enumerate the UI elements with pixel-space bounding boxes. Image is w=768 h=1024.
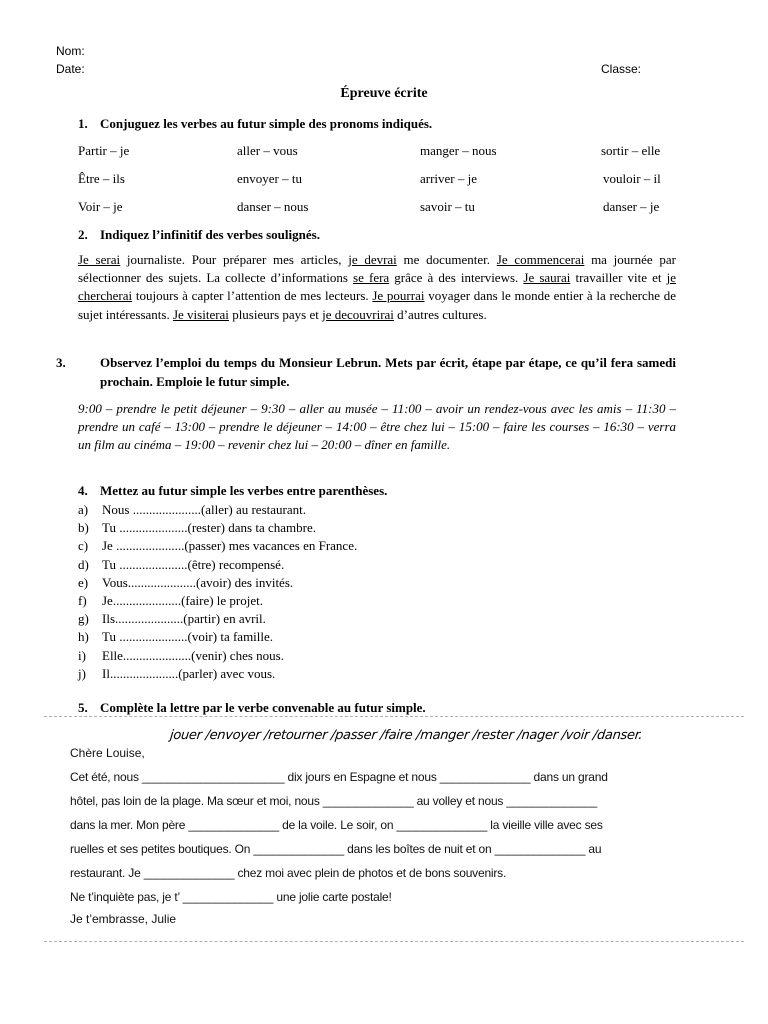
question-1-heading bbox=[78, 116, 678, 132]
verb-grid-row bbox=[78, 171, 678, 199]
verb-cell: envoyer – tu bbox=[237, 171, 302, 186]
question-number: 5. bbox=[78, 700, 88, 715]
letter-line: Cet été, nous ______________________ dix jours en Espagne et nous ______________ dans un grand bbox=[70, 770, 608, 784]
verb-grid-row bbox=[78, 199, 678, 227]
paragraph-text: toujours à capter l’attention de mes lecteurs. bbox=[132, 288, 373, 304]
letter-line: dans la mer. Mon père ______________ de la voile. Le soir, on ______________ la vieille ville avec ses bbox=[70, 818, 603, 832]
verb-cell: sortir – elle bbox=[601, 143, 661, 158]
classe-label: Classe: bbox=[601, 62, 642, 76]
item-letter: d) bbox=[78, 556, 89, 572]
question-4-text: Mettez au futur simple les verbes entre parenthèses. bbox=[100, 483, 388, 498]
question-4-heading bbox=[78, 483, 678, 499]
list-item bbox=[78, 610, 357, 628]
question-3-heading bbox=[56, 354, 676, 391]
letter-line: Chère Louise, bbox=[70, 746, 145, 760]
verb-grid-row bbox=[78, 143, 678, 171]
item-text: Tu .....................(voir) ta famille. bbox=[102, 629, 274, 645]
page-title: Épreuve écrite bbox=[340, 86, 428, 101]
verb-cell: danser – nous bbox=[237, 199, 309, 214]
underlined-verb: Je saurai bbox=[523, 270, 571, 286]
verb-grid bbox=[78, 143, 678, 227]
underlined-verb: Je pourrai bbox=[372, 288, 425, 304]
date-label: Date: bbox=[56, 62, 85, 76]
underlined-verb: je devrai bbox=[348, 252, 397, 267]
item-letter: i) bbox=[78, 647, 86, 663]
fill-in-list bbox=[78, 501, 357, 683]
item-text: Il.....................(parler) avec vous. bbox=[102, 665, 276, 681]
question-2-text: Indiquez l’infinitif des verbes soulignés. bbox=[100, 227, 320, 242]
paragraph-text: d’autres cultures. bbox=[393, 306, 487, 322]
nom-label: Nom: bbox=[56, 44, 85, 58]
item-text: Je .....................(passer) mes vacances en France. bbox=[102, 538, 358, 554]
item-text: Vous.....................(avoir) des invités. bbox=[102, 574, 294, 590]
verb-cell: Partir – je bbox=[78, 143, 130, 158]
list-item bbox=[78, 519, 357, 537]
paragraph-text: ma journée par sélectionner des sujets. La collecte d’informations bbox=[78, 252, 676, 286]
schedule-paragraph: 9:00 – prendre le petit déjeuner – 9:30 – aller au musée – 11:00 – avoir un rendez-vous avec les amis – 11:30 – prendre un café – 13:00 – prendre le déjeuner – 14:00 – être chez lui – 15:00 – faire les courses – 16:30 – verra un film au cinéma – 19:00 – revenir chez lui – 20:00 – dîner en famille. bbox=[78, 401, 676, 453]
item-letter: a) bbox=[78, 502, 89, 517]
verb-cell: aller – vous bbox=[237, 143, 298, 158]
list-item bbox=[78, 501, 357, 519]
question-5-text: Complète la lettre par le verbe convenable au futur simple. bbox=[100, 700, 426, 715]
item-text: Nous .....................(aller) au restaurant. bbox=[102, 502, 306, 517]
paragraph-text: me documenter. bbox=[396, 252, 497, 267]
verb-cell: savoir – tu bbox=[420, 199, 475, 214]
letter-line: restaurant. Je ______________ chez moi avec plein de photos et de bons souvenirs. bbox=[70, 866, 507, 880]
item-text: Tu .....................(être) recompensé. bbox=[102, 556, 285, 572]
verb-cell: Être – ils bbox=[78, 171, 125, 186]
underlined-verb: Je visiterai bbox=[172, 306, 229, 322]
item-text: Ils.....................(partir) en avril. bbox=[102, 611, 266, 627]
item-letter: e) bbox=[78, 574, 89, 590]
question-3-text: Observez l’emploi du temps du Monsieur Lebrun. Mets par écrit, étape par étape, ce qu’il fera samedi prochain. Emploie le futur simple. bbox=[100, 355, 676, 389]
question-5-heading bbox=[78, 700, 678, 716]
paragraph-text: journaliste. Pour préparer mes articles, bbox=[120, 252, 349, 267]
list-item bbox=[78, 574, 357, 592]
list-item bbox=[78, 537, 357, 555]
question-number: 2. bbox=[78, 227, 88, 242]
item-letter: g) bbox=[78, 611, 89, 627]
item-letter: f) bbox=[78, 592, 87, 608]
item-letter: b) bbox=[78, 520, 89, 536]
underlined-verbs-paragraph bbox=[78, 251, 676, 324]
underlined-verb: se fera bbox=[353, 270, 390, 286]
underlined-verb: je decouvrirai bbox=[322, 306, 394, 322]
question-1-text: Conjuguez les verbes au futur simple des pronoms indiqués. bbox=[100, 116, 433, 131]
letter-line: hôtel, pas loin de la plage. Ma sœur et moi, nous ______________ au volley et nous ______________ bbox=[70, 794, 597, 808]
list-item bbox=[78, 628, 357, 646]
letter-line: Ne t’inquiète pas, je t’ ______________ une jolie carte postale! bbox=[70, 890, 392, 904]
item-letter: j) bbox=[78, 665, 86, 681]
item-letter: h) bbox=[78, 629, 89, 645]
question-number: 3. bbox=[56, 355, 66, 370]
verb-cell: arriver – je bbox=[420, 171, 478, 186]
underlined-verb: je chercherai bbox=[78, 270, 676, 304]
list-item bbox=[78, 556, 357, 574]
word-bank: jouer /envoyer /retourner /passer /faire /manger /rester /nager /voir /danser. bbox=[169, 728, 644, 743]
paragraph-text: voyager dans le monde entier à la recherche de sujet intéressants. bbox=[78, 288, 676, 322]
verb-cell: Voir – je bbox=[78, 199, 123, 214]
paragraph-text: plusieurs pays et bbox=[228, 306, 323, 322]
verb-cell: vouloir – il bbox=[603, 171, 661, 186]
paragraph-text: travailler vite et bbox=[570, 270, 667, 286]
list-item bbox=[78, 592, 357, 610]
verb-cell: manger – nous bbox=[420, 143, 497, 158]
list-item bbox=[78, 665, 357, 683]
item-text: Tu .....................(rester) dans ta chambre. bbox=[102, 520, 316, 536]
verb-cell: danser – je bbox=[603, 199, 660, 214]
letter-line: ruelles et ses petites boutiques. On ______________ dans les boîtes de nuit et on ______________ au bbox=[70, 842, 602, 856]
item-text: Elle.....................(venir) ches nous. bbox=[102, 647, 284, 663]
item-text: Je.....................(faire) le projet. bbox=[102, 592, 264, 608]
list-item bbox=[78, 647, 357, 665]
paragraph-text: grâce à des interviews. bbox=[389, 270, 524, 286]
question-number: 1. bbox=[78, 116, 88, 131]
underlined-verb: Je commencerai bbox=[496, 252, 585, 267]
question-number: 4. bbox=[78, 483, 88, 498]
question-2-heading bbox=[78, 227, 678, 243]
item-letter: c) bbox=[78, 538, 89, 554]
letter-signature: Je t’embrasse, Julie bbox=[70, 912, 177, 926]
underlined-verb: Je serai bbox=[78, 252, 121, 267]
